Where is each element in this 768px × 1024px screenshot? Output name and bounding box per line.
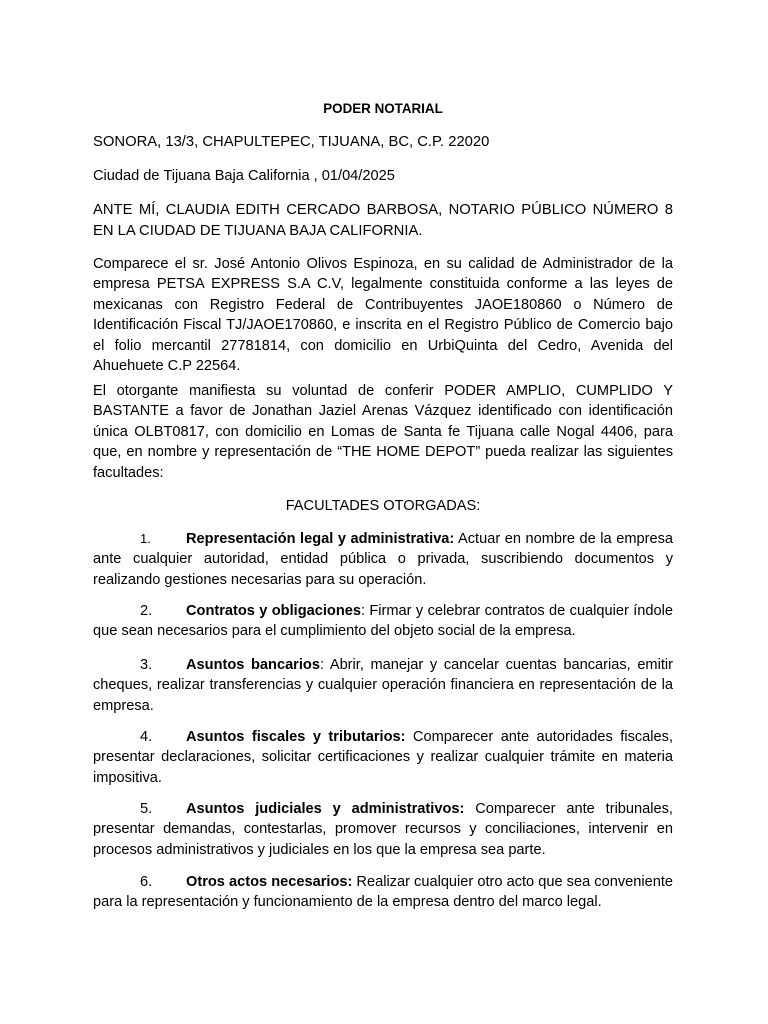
power-item-text: Actuar en nombre de la empresa ante cualquier autoridad, entidad pública o privada, suscribiendo documentos y realizando gestiones necesarias para su operación. [93, 531, 673, 588]
power-item-text: Comparecer ante tribunales, presentar demandas, contestarlas, promover recursos y conciliaciones, intervenir en procesos administrativos y judiciales en los que la empresa sea parte. [93, 801, 673, 858]
power-item-text: : Abrir, manejar y cancelar cuentas bancarias, emitir cheques, realizar transferencias y cualquier operación financiera en representación de la empresa. [93, 657, 673, 714]
power-item-2 [93, 601, 673, 642]
power-item-heading: Asuntos fiscales y tributarios: [186, 729, 406, 745]
power-item-5 [93, 799, 673, 860]
power-item-text: Realizar cualquier otro acto que sea conveniente para la representación y funcionamiento de la empresa dentro del marco legal. [93, 874, 674, 911]
powers-heading: FACULTADES OTORGADAS: [285, 498, 481, 514]
power-item-number: 6. [140, 874, 153, 890]
power-item-heading: Otros actos necesarios: [186, 874, 353, 890]
power-item-text: Comparecer ante autoridades fiscales, presentar declaraciones, solicitar certificaciones y realizar cualquier trámite en materia impositiva. [93, 729, 674, 786]
grant-paragraph: El otorgante manifiesta su voluntad de conferir PODER AMPLIO, CUMPLIDO Y BASTANTE a favor de Jonathan Jaziel Arenas Vázquez identificado con identificación única OLBT0817, con domicilio en Lomas de Santa fe Tijuana calle Nogal 4406, para que, en nombre y representación de “THE HOME DEPOT” pueda realizar las siguientes facultades: [93, 383, 673, 481]
power-item-4 [93, 727, 673, 788]
power-item-heading: Asuntos bancarios [186, 657, 320, 673]
power-item-number: 5. [140, 801, 153, 817]
place-date-line: Ciudad de Tijuana Baja California , 01/04/2025 [93, 168, 395, 184]
power-item-number: 2. [140, 603, 153, 619]
power-item-3 [93, 655, 673, 716]
power-item-number: 1. [140, 531, 151, 546]
appearance-paragraph: Comparece el sr. José Antonio Olivos Espinoza, en su calidad de Administrador de la empresa PETSA EXPRESS S.A C.V, legalmente constituida conforme a las leyes de mexicanas con Registro Federal de Contribuyentes JAOE180860 o Número de Identificación Fiscal TJ/JAOE170860, e inscrita en el Registro Público de Comercio bajo el folio mercantil 27781814, con domicilio en UrbiQuinta del Cedro, Avenida del Ahuehuete C.P 22564. [93, 256, 673, 375]
power-item-heading: Representación legal y administrativa: [186, 531, 455, 547]
address-line: SONORA, 13/3, CHAPULTEPEC, TIJUANA, BC, C.P. 22020 [93, 134, 490, 150]
notary-statement: ANTE MÍ, CLAUDIA EDITH CERCADO BARBOSA, NOTARIO PÚBLICO NÚMERO 8 EN LA CIUDAD DE TIJUANA BAJA CALIFORNIA. [93, 202, 673, 239]
power-item-heading: Contratos y obligaciones [186, 603, 361, 619]
power-item-1 [93, 529, 673, 590]
document-title: PODER NOTARIAL [323, 101, 443, 116]
power-item-6 [93, 872, 673, 913]
power-item-number: 4. [140, 729, 153, 745]
power-item-heading: Asuntos judiciales y administrativos: [186, 801, 465, 817]
power-item-text: : Firmar y celebrar contratos de cualquier índole que sean necesarios para el cumplimiento del objeto social de la empresa. [93, 603, 673, 640]
power-item-number: 3. [140, 657, 153, 673]
document-page [93, 0, 673, 1024]
